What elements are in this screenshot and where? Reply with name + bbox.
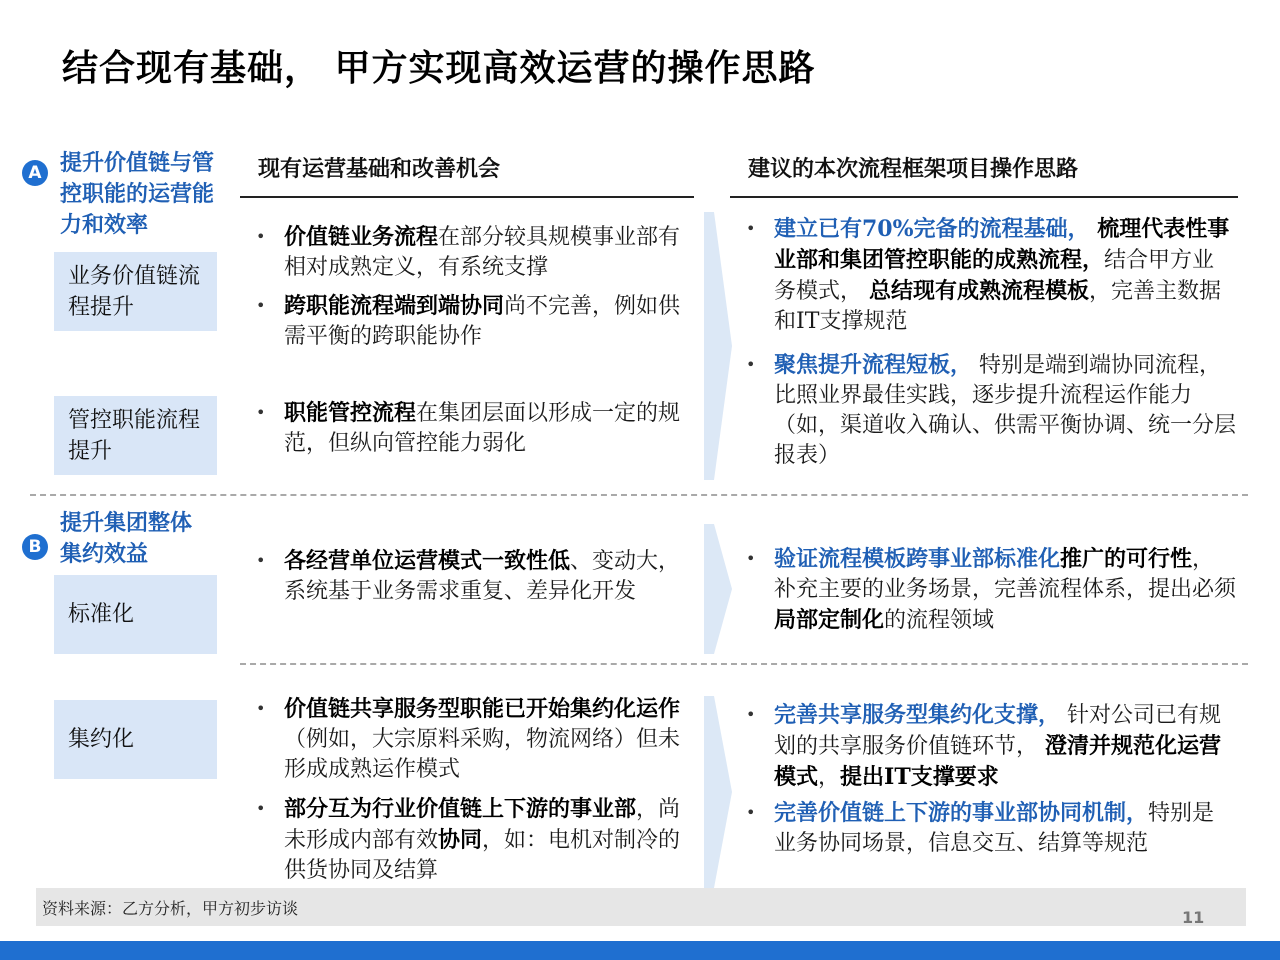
list-item: • 聚焦提升流程短板， 特别是端到端协同流程，比照业界最佳实践，逐步提升流程运作能力（如，渠道收入确认、供需平衡协调、统一分层报表） <box>746 352 1237 468</box>
list-item: • 各经营单位运营模式一致性低、变动大，系统基于业务需求重复、差异化开发 <box>256 548 681 604</box>
box-label: 集约化 <box>68 727 135 752</box>
box-standardization <box>54 575 217 654</box>
section-b-title: 提升集团整体集约效益 <box>60 510 193 567</box>
bullet-dot-icon: • <box>256 403 266 422</box>
chevron-arrow-icon <box>704 696 736 888</box>
box-governance <box>54 396 217 475</box>
list-item: • 验证流程模板跨事业部标准化推广的可行性，补充主要的业务场景，完善流程体系，提出必须局部定制化的流程领域 <box>746 546 1237 633</box>
section-a-badge: A <box>22 160 48 186</box>
section-b-badge: B <box>22 534 48 560</box>
page-title: 结合现有基础， 甲方实现高效运营的操作思路 <box>62 48 816 89</box>
list-item: • 完善共享服务型集约化支撑， 针对公司已有规划的共享服务价值链环节， 澄清并规范化运营模式，提出IT支撑要求 <box>746 702 1222 790</box>
bullet-dot-icon: • <box>256 551 266 570</box>
list-item: • 价值链业务流程在部分较具规模事业部有相对成熟定义，有系统支撑 <box>256 224 681 280</box>
bullet-dot-icon: • <box>746 803 756 822</box>
row-divider <box>240 663 1248 665</box>
bullet-dot-icon: • <box>746 705 756 724</box>
list-item: • 建立已有70%完备的流程基础， 梳理代表性事业部和集团管控职能的成熟流程，结合甲方业务模式， 总结现有成熟流程模板，完善主数据和IT支撑规范 <box>746 216 1230 334</box>
list-item: • 跨职能流程端到端协同尚不完善，例如供需平衡的跨职能协作 <box>256 293 681 349</box>
list-item: • 完善价值链上下游的事业部协同机制，特别是业务协同场景，信息交互、结算等规范 <box>746 800 1215 856</box>
column-header-proposal: 建议的本次流程框架项目操作思路 <box>748 156 1079 182</box>
bottom-bar <box>0 941 1280 960</box>
source-text: 资料来源：乙方分析，甲方初步访谈 <box>42 898 299 918</box>
box-intensification <box>54 700 217 779</box>
column-header-current: 现有运营基础和改善机会 <box>258 156 501 182</box>
source-note <box>36 888 1246 926</box>
chevron-arrow-icon <box>704 524 736 654</box>
list-item: • 价值链共享服务型职能已开始集约化运作 （例如，大宗原料采购，物流网络）但未形成成熟运作模式 <box>256 696 681 782</box>
bullet-dot-icon: • <box>746 219 756 238</box>
list-item: • 部分互为行业价值链上下游的事业部，尚未形成内部有效协同，如：电机对制冷的供货协同及结算 <box>256 796 681 883</box>
bullet-dot-icon: • <box>256 699 266 718</box>
bullet-dot-icon: • <box>256 296 266 315</box>
column-underline <box>240 196 694 198</box>
bullet-dot-icon: • <box>256 799 266 818</box>
column-underline <box>730 196 1238 198</box>
chevron-arrow-icon <box>704 212 736 480</box>
box-label: 业务价值链流程提升 <box>68 263 201 320</box>
bullet-dot-icon: • <box>256 227 266 246</box>
section-a-title: 提升价值链与管控职能的运营能力和效率 <box>60 150 215 238</box>
bullet-dot-icon: • <box>746 549 756 568</box>
box-label: 管控职能流程提升 <box>68 407 201 464</box>
list-item: • 职能管控流程在集团层面以形成一定的规范，但纵向管控能力弱化 <box>256 400 681 456</box>
bullet-dot-icon: • <box>746 355 756 374</box>
box-value-chain <box>54 252 217 331</box>
page-number: 11 <box>1182 908 1205 927</box>
box-label: 标准化 <box>68 602 135 627</box>
section-divider <box>30 494 1248 496</box>
